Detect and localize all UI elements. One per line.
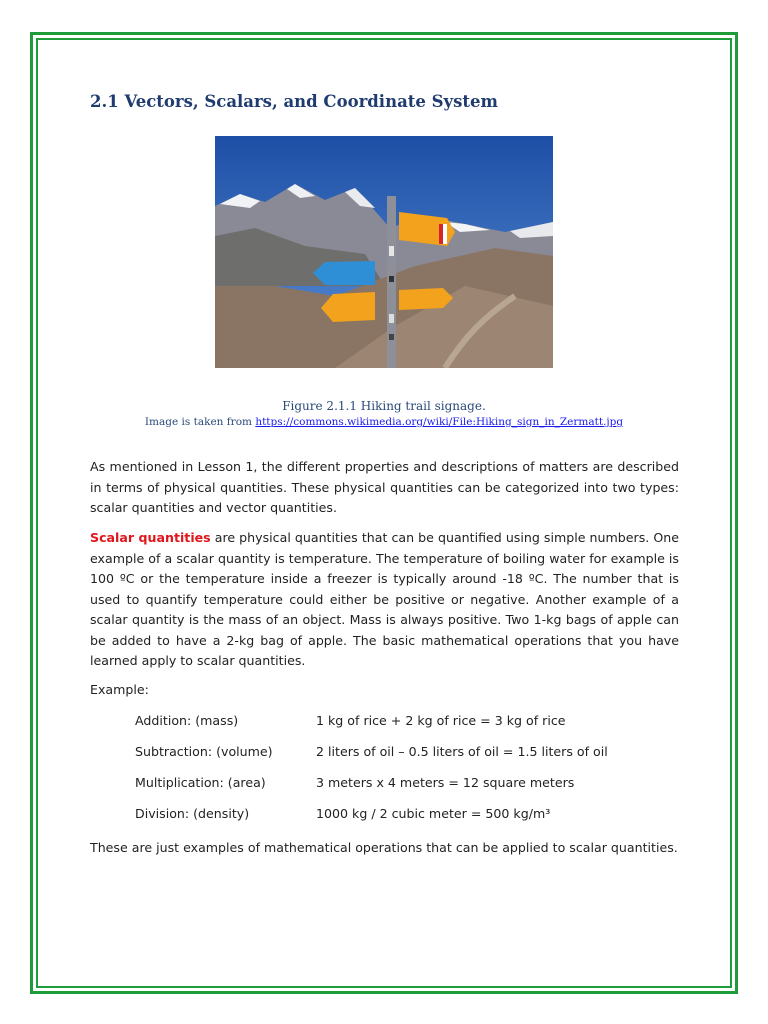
hiking-sign-photo [215, 136, 553, 368]
example-row [135, 804, 695, 824]
example-label: Example: [90, 682, 149, 697]
example-equation: 1 kg of rice + 2 kg of rice = 3 kg of rice [316, 713, 566, 728]
example-row [135, 773, 695, 793]
intro-paragraph: As mentioned in Lesson 1, the different properties and descriptions of matters are described in terms of physical quantities. These physical quantities can be categorized into two types: scalar quantities and vector quantities. [90, 459, 679, 515]
section-title: 2.1 Vectors, Scalars, and Coordinate System [90, 92, 498, 111]
example-row [135, 711, 695, 731]
example-operation: Addition: (mass) [135, 713, 239, 728]
closing-paragraph: These are just examples of mathematical operations that can be applied to scalar quantities. [90, 840, 678, 855]
figure-caption: Figure 2.1.1 Hiking trail signage. [282, 399, 486, 413]
example-equation: 3 meters x 4 meters = 12 square meters [316, 775, 575, 790]
scalar-paragraph-text: are physical quantities that can be quantified using simple numbers. One example of a scalar quantity is temperature. The temperature of boiling water for example is 100 ºC or the temperature inside a freezer is typically around -18 ºC. The number that is used to quantify temperature could either be positive or negative. Another example of a scalar quantity is the mass of an object. Mass is always positive. Two 1-kg bags of apple can be added to have a 2-kg bag of apple. The basic mathematical operations that you have learned apply to scalar quantities. [90, 530, 679, 668]
source-prefix: Image is taken from [144, 416, 256, 428]
example-operation: Subtraction: (volume) [135, 744, 273, 759]
example-operation: Division: (density) [135, 806, 250, 821]
example-equation: 2 liters of oil – 0.5 liters of oil = 1.5 liters of oil [316, 744, 608, 759]
example-equation: 1000 kg / 2 cubic meter = 500 kg/m³ [316, 806, 551, 821]
source-link[interactable]: https://commons.wikimedia.org/wiki/File:Hiking_sign_in_Zermatt.jpg [255, 416, 624, 428]
scalar-paragraph [90, 528, 679, 672]
example-row [135, 742, 695, 762]
figure-source [0, 416, 768, 428]
example-operation: Multiplication: (area) [135, 775, 266, 790]
scalar-term: Scalar quantities [90, 530, 211, 545]
